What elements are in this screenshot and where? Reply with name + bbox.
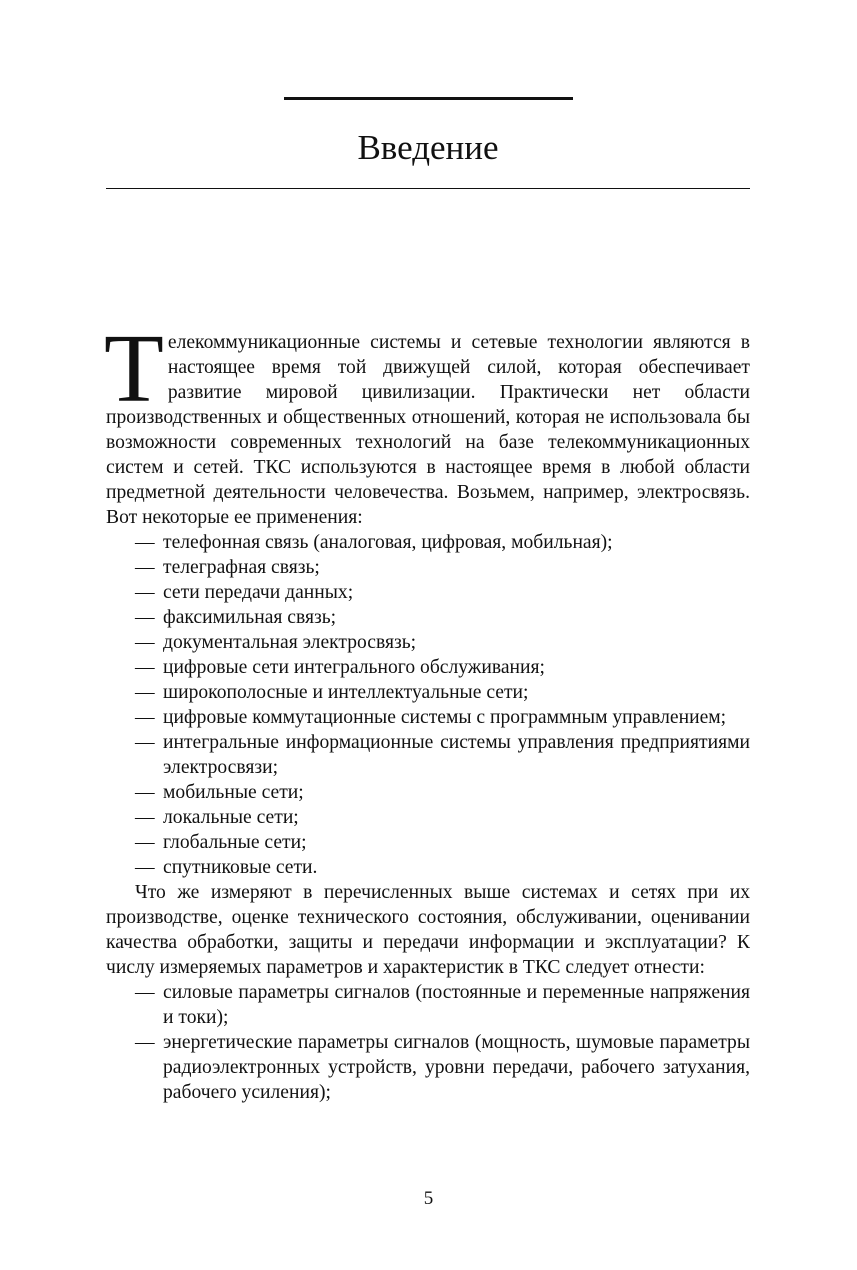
dash: — (135, 657, 155, 678)
dash: — (135, 832, 155, 853)
list-item (106, 730, 750, 780)
list-item-text: цифровые коммутационные системы с программным управлением; (163, 707, 727, 728)
list-item-text: силовые параметры сигналов (постоянные и переменные напряжения и токи); (163, 982, 750, 1028)
body-text (104, 315, 750, 1105)
list-item (106, 580, 750, 605)
drop-cap: Т (104, 315, 164, 423)
dash: — (135, 532, 155, 553)
list-item (106, 855, 750, 880)
list-item-text: цифровые сети интегрального обслуживания; (163, 657, 545, 678)
top-rule (284, 97, 573, 100)
page-number: 5 (423, 1188, 434, 1209)
dash: — (135, 782, 155, 803)
list-item (106, 1030, 750, 1105)
list-item-text: интегральные информационные системы управления предприятиями электросвязи; (163, 732, 750, 778)
dash: — (135, 557, 155, 578)
list-item-text: мобильные сети; (163, 782, 304, 803)
list-item-text: факсимильная связь; (163, 607, 337, 628)
list-item-text: широкополосные и интеллектуальные сети; (163, 682, 529, 703)
intro-text: елекоммуникационные системы и сетевые технологии являются в настоящее время той движущей силой, которая обеспечивает развитие мировой цивилизации. Практически нет области производственных и общественных отношений, которая не использовала бы возможности современных технологий на базе телекоммуникационных систем и сетей. ТКС используются в настоящее время в любой области предметной деятельности человечества. Возьмем, например, электросвязь. Вот некоторые ее применения: (106, 332, 750, 528)
list-item-text: телефонная связь (аналоговая, цифровая, мобильная); (163, 532, 613, 553)
dash: — (135, 1032, 155, 1053)
dash: — (135, 707, 155, 728)
list-item (106, 605, 750, 630)
list-item-text: энергетические параметры сигналов (мощность, шумовые параметры радиоэлектронных устройств, уровни передачи, рабочего затухания, рабочего усиления); (163, 1032, 750, 1103)
list-item (106, 705, 750, 730)
list-item (106, 830, 750, 855)
dash: — (135, 682, 155, 703)
list-item-text: спутниковые сети. (163, 857, 318, 878)
dash: — (135, 732, 155, 753)
dash: — (135, 982, 155, 1003)
list-item (106, 555, 750, 580)
list-item-text: документальная электросвязь; (163, 632, 417, 653)
dash: — (135, 857, 155, 878)
list-item (106, 805, 750, 830)
dash: — (135, 807, 155, 828)
intro-paragraph (104, 315, 750, 530)
list-item (106, 530, 750, 555)
list-item (106, 680, 750, 705)
chapter-title: Введение (357, 128, 499, 167)
dash: — (135, 607, 155, 628)
applications-list (106, 530, 750, 880)
list-item-text: локальные сети; (163, 807, 299, 828)
list-item-text: телеграфная связь; (163, 557, 320, 578)
question-paragraph: Что же измеряют в перечисленных выше системах и сетях при их производстве, оценке технического состояния, обслуживании, оценивании качества обработки, защиты и передачи информации и эксплуатации? К числу измеряемых параметров и характеристик в ТКС следует отнести: (106, 882, 750, 978)
list-item (106, 655, 750, 680)
parameters-list (106, 980, 750, 1105)
list-item (106, 630, 750, 655)
list-item (106, 980, 750, 1030)
list-item-text: сети передачи данных; (163, 582, 354, 603)
list-item-text: глобальные сети; (163, 832, 307, 853)
dash: — (135, 582, 155, 603)
list-item (106, 780, 750, 805)
dash: — (135, 632, 155, 653)
title-rule (106, 188, 750, 189)
